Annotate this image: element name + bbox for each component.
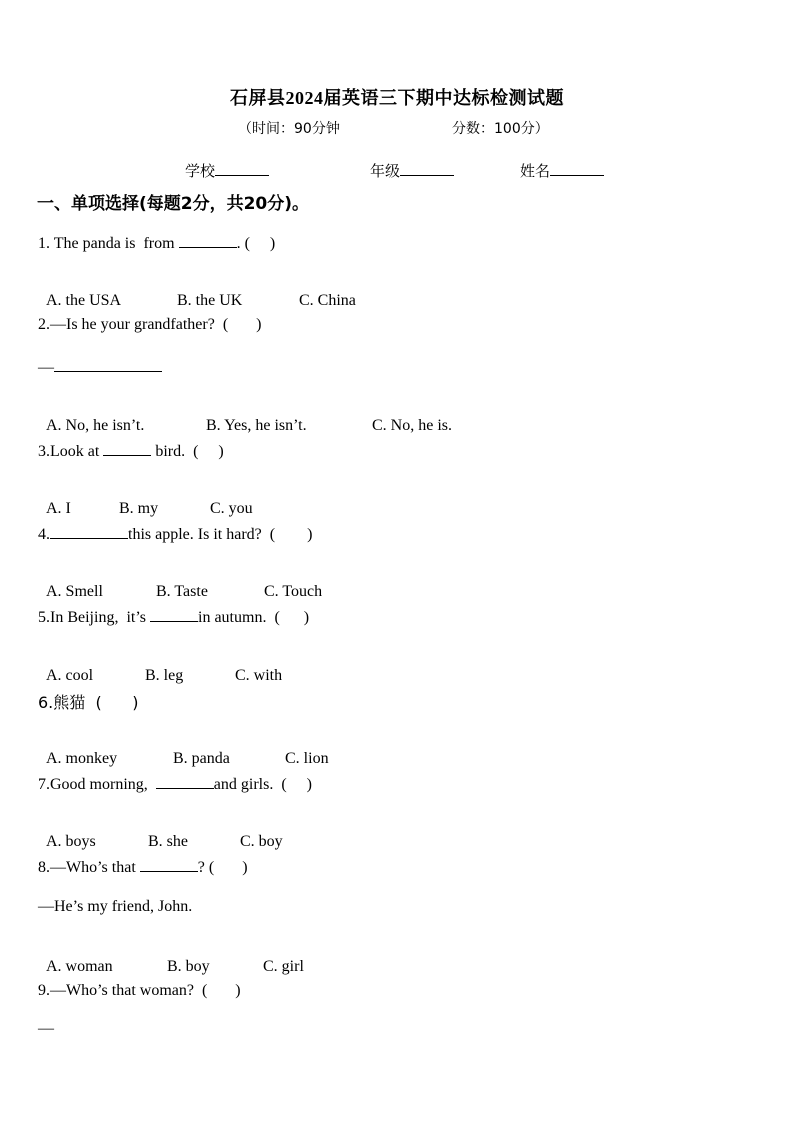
question-2: 2.—Is he your grandfather? ( ) (38, 316, 262, 333)
question-2-blank[interactable] (54, 357, 162, 372)
option-b[interactable]: B. Taste (156, 583, 208, 600)
name-field (520, 160, 604, 181)
question-1-options (38, 274, 356, 310)
name-blank[interactable] (550, 161, 604, 176)
school-label: 学校 (185, 162, 216, 180)
question-5-paren: in autumn. ( ) (198, 609, 310, 626)
exam-time: （时间：90分钟 (238, 121, 340, 137)
section-title: 一、单项选择(每题2分，共20分)。 (37, 194, 310, 214)
exam-score: 分数：100分） (452, 121, 549, 137)
question-6-options (38, 732, 329, 768)
question-7-text: 7.Good morning, (38, 776, 156, 793)
option-c[interactable]: C. Touch (264, 583, 323, 600)
option-a[interactable]: A. No, he isn’t. (46, 417, 145, 434)
question-4-blank[interactable] (50, 524, 128, 539)
question-3-text: 3.Look at (38, 443, 104, 460)
option-c[interactable]: C. lion (285, 750, 329, 767)
question-3-paren: bird. ( ) (151, 443, 224, 460)
question-8-text: 8.—Who’s that (38, 859, 140, 876)
question-7 (38, 774, 312, 794)
question-8-blank[interactable] (140, 857, 198, 872)
question-4-text: 4. (38, 526, 50, 543)
question-7-paren: and girls. ( ) (213, 776, 312, 793)
question-9: 9.—Who’s that woman? ( ) (38, 982, 241, 999)
question-8 (38, 857, 248, 877)
answer-dash: — (38, 359, 54, 376)
option-a[interactable]: A. boys (46, 833, 96, 850)
question-6: 6.熊猫 ( ) (38, 693, 139, 712)
option-b[interactable]: B. panda (173, 750, 230, 767)
option-a[interactable]: A. cool (46, 667, 94, 684)
question-3 (38, 441, 224, 461)
question-1-paren: . ( ) (236, 235, 276, 252)
option-b[interactable]: B. leg (145, 667, 184, 684)
question-2-options (38, 399, 452, 435)
option-a[interactable]: A. I (46, 500, 71, 517)
grade-label: 年级 (370, 162, 401, 180)
question-1-text: 1. The panda is from (38, 235, 179, 252)
question-8-options (38, 940, 304, 976)
question-4-paren: this apple. Is it hard? ( ) (128, 526, 313, 543)
grade-field (370, 160, 454, 181)
option-c[interactable]: C. you (210, 500, 253, 517)
question-1 (38, 233, 275, 253)
grade-blank[interactable] (400, 161, 454, 176)
question-3-blank[interactable] (103, 441, 151, 456)
school-field (185, 160, 269, 181)
question-7-options (38, 815, 283, 851)
question-2-answer (38, 357, 162, 377)
option-b[interactable]: B. boy (167, 958, 210, 975)
question-7-blank[interactable] (156, 774, 214, 789)
option-c[interactable]: C. girl (263, 958, 304, 975)
option-a[interactable]: A. the USA (46, 292, 122, 309)
option-b[interactable]: B. my (119, 500, 159, 517)
question-4-options (38, 565, 322, 601)
question-5-text: 5.In Beijing, it’s (38, 609, 150, 626)
question-3-options (38, 482, 253, 518)
question-4 (38, 524, 312, 544)
question-8-paren: ? ( ) (197, 859, 248, 876)
name-label: 姓名 (520, 162, 551, 180)
question-1-blank[interactable] (179, 233, 237, 248)
option-b[interactable]: B. the UK (177, 292, 243, 309)
question-5 (38, 607, 309, 627)
school-blank[interactable] (215, 161, 269, 176)
option-c[interactable]: C. No, he is. (372, 417, 452, 434)
question-5-blank[interactable] (150, 607, 198, 622)
exam-title: 石屏县2024届英语三下期中达标检测试题 (230, 88, 564, 108)
option-c[interactable]: C. China (299, 292, 356, 309)
question-9-answer: — (38, 1020, 54, 1037)
question-5-options (38, 649, 282, 685)
option-b[interactable]: B. she (148, 833, 188, 850)
option-a[interactable]: A. woman (46, 958, 113, 975)
option-b[interactable]: B. Yes, he isn’t. (206, 417, 307, 434)
option-a[interactable]: A. monkey (46, 750, 118, 767)
option-c[interactable]: C. with (235, 667, 283, 684)
option-c[interactable]: C. boy (240, 833, 283, 850)
option-a[interactable]: A. Smell (46, 583, 103, 600)
question-8-reply: —He’s my friend, John. (38, 898, 193, 915)
